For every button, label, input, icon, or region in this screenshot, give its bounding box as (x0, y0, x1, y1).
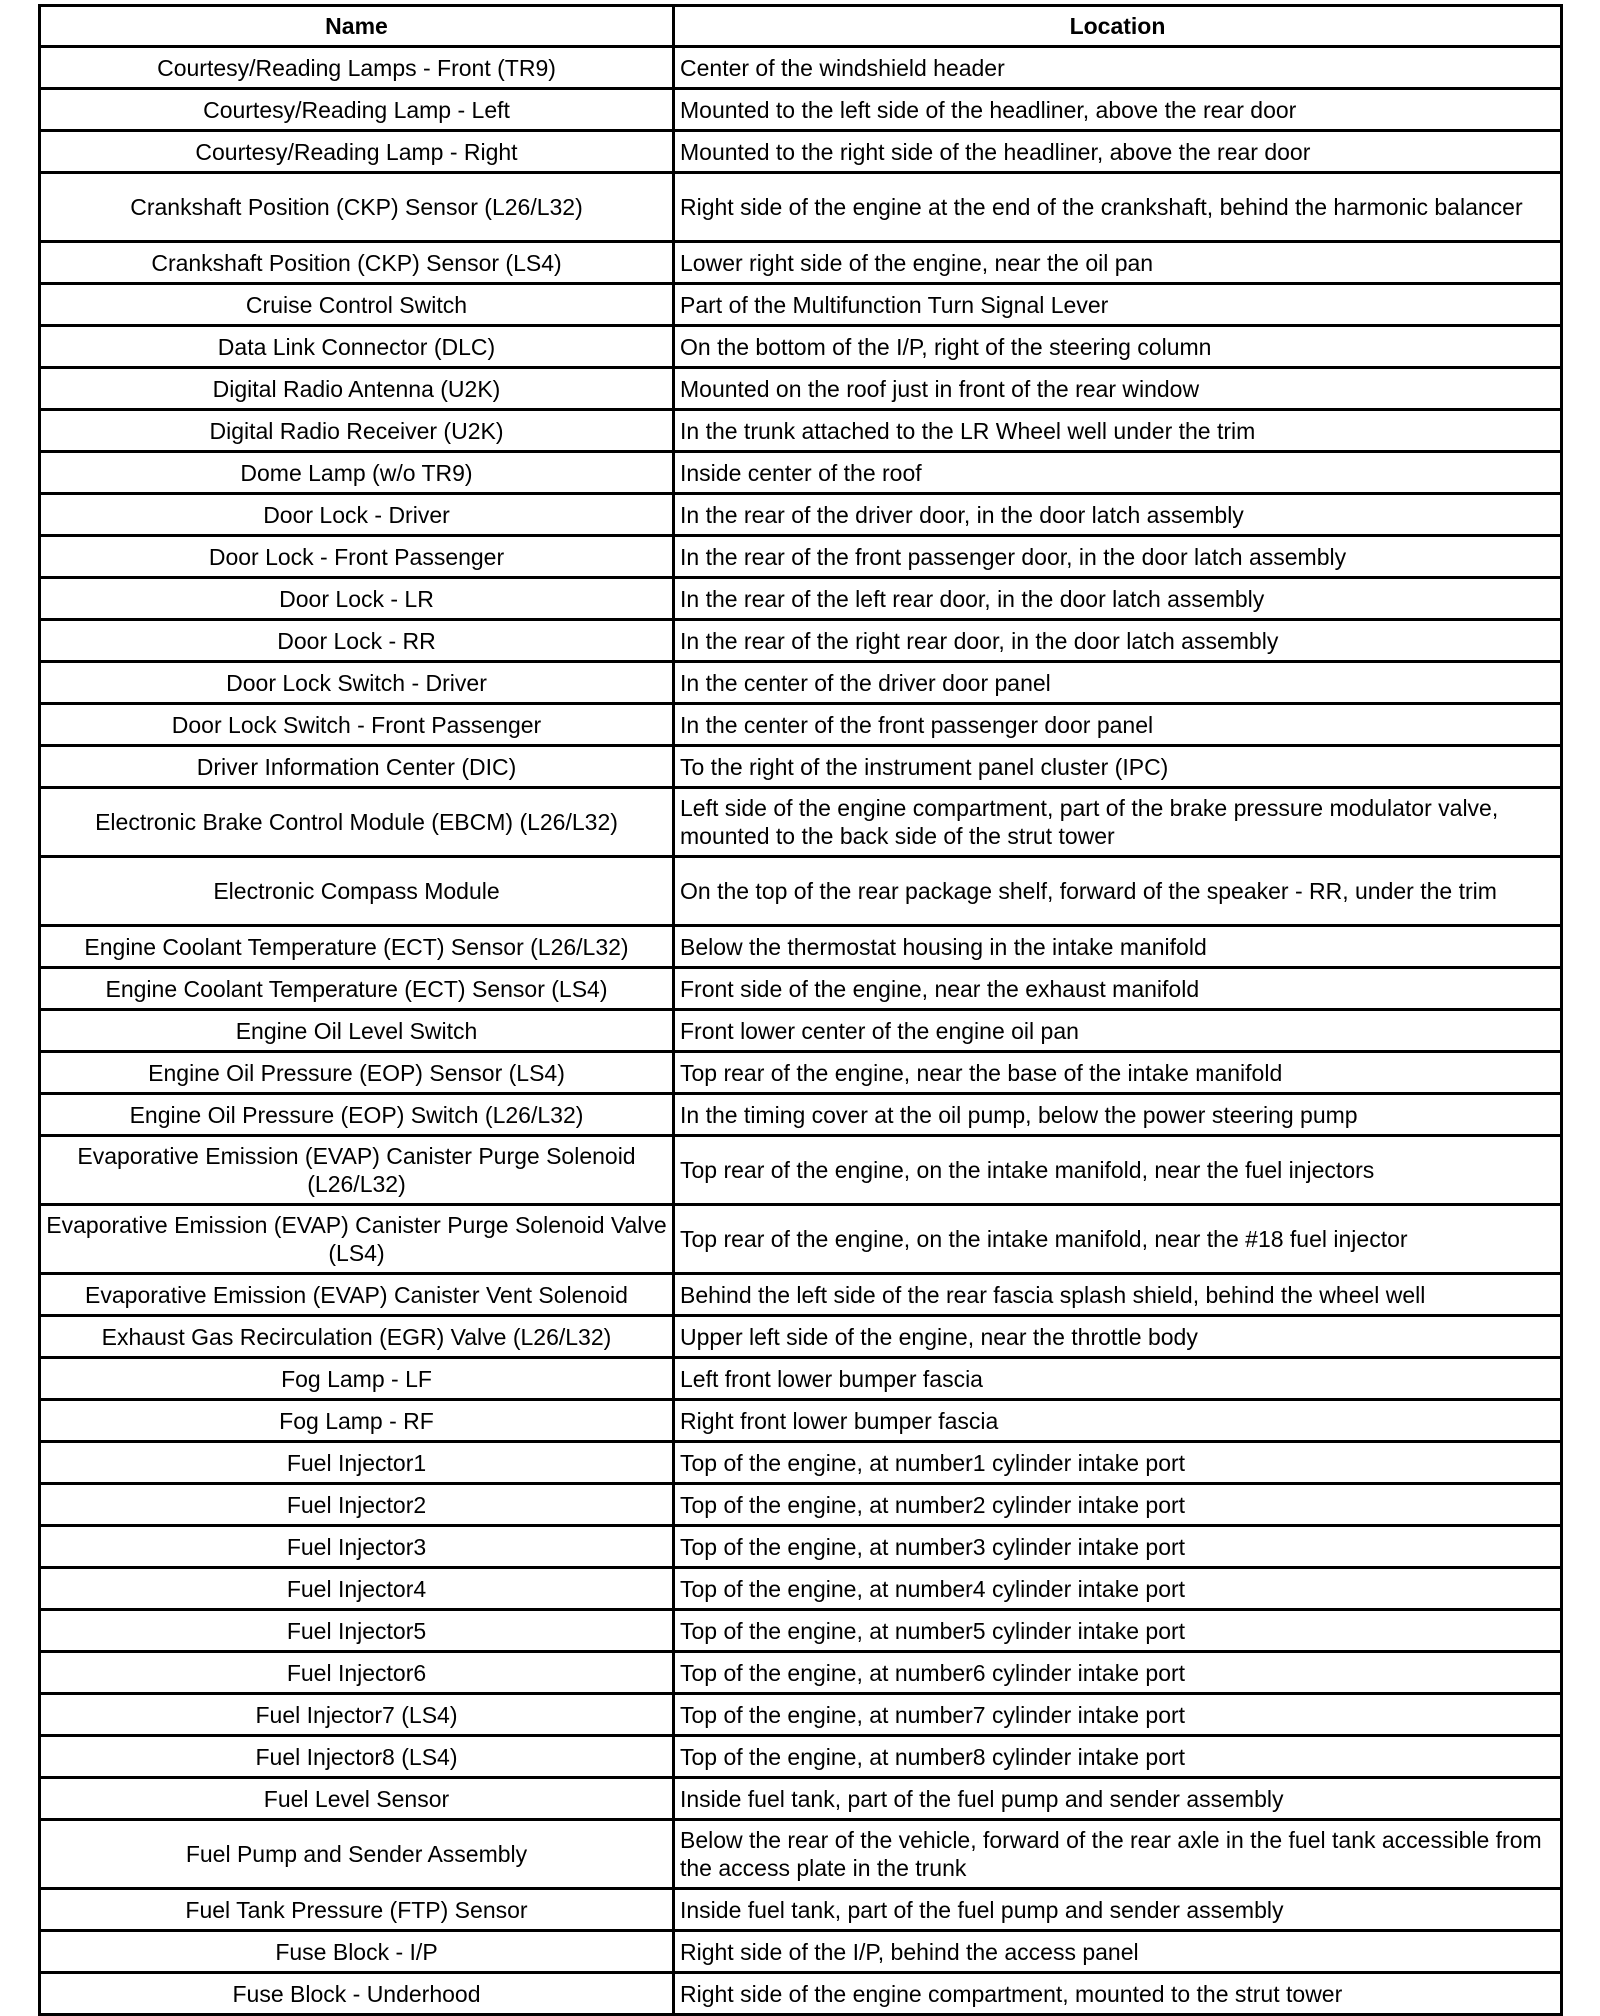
table-row (40, 1568, 1562, 1610)
component-location: Top of the engine, at number5 cylinder intake port (674, 1610, 1562, 1652)
component-name: Fuel Injector1 (40, 1442, 674, 1484)
component-name: Door Lock Switch - Driver (40, 662, 674, 704)
component-location: Inside fuel tank, part of the fuel pump and sender assembly (674, 1778, 1562, 1820)
table-row (40, 1526, 1562, 1568)
table-row (40, 1694, 1562, 1736)
component-name: Courtesy/Reading Lamps - Front (TR9) (40, 47, 674, 89)
component-name: Engine Coolant Temperature (ECT) Sensor (LS4) (40, 968, 674, 1010)
component-name: Fuel Tank Pressure (FTP) Sensor (40, 1889, 674, 1931)
table-row (40, 1820, 1562, 1889)
table-row (40, 284, 1562, 326)
component-name: Crankshaft Position (CKP) Sensor (LS4) (40, 242, 674, 284)
table-body (40, 47, 1562, 2015)
component-name: Fuel Injector8 (LS4) (40, 1736, 674, 1778)
table-row (40, 1094, 1562, 1136)
component-name: Engine Oil Level Switch (40, 1010, 674, 1052)
table-row (40, 410, 1562, 452)
component-location: Mounted on the roof just in front of the rear window (674, 368, 1562, 410)
component-location: In the center of the driver door panel (674, 662, 1562, 704)
component-name: Fuel Injector4 (40, 1568, 674, 1610)
component-name: Fuse Block - I/P (40, 1931, 674, 1973)
component-location: In the trunk attached to the LR Wheel well under the trim (674, 410, 1562, 452)
table-row (40, 452, 1562, 494)
component-location: Top of the engine, at number3 cylinder intake port (674, 1526, 1562, 1568)
table-row (40, 494, 1562, 536)
component-name: Exhaust Gas Recirculation (EGR) Valve (L26/L32) (40, 1316, 674, 1358)
component-name: Fuse Block - Underhood (40, 1973, 674, 2015)
component-location: Upper left side of the engine, near the throttle body (674, 1316, 1562, 1358)
component-name: Fuel Pump and Sender Assembly (40, 1820, 674, 1889)
table-row (40, 131, 1562, 173)
component-location: Center of the windshield header (674, 47, 1562, 89)
component-location: Top rear of the engine, on the intake manifold, near the #18 fuel injector (674, 1205, 1562, 1274)
component-location: Left front lower bumper fascia (674, 1358, 1562, 1400)
component-name: Cruise Control Switch (40, 284, 674, 326)
table-row (40, 857, 1562, 926)
table-row (40, 1484, 1562, 1526)
component-name: Fuel Injector6 (40, 1652, 674, 1694)
component-location: Right side of the I/P, behind the access panel (674, 1931, 1562, 1973)
component-name: Evaporative Emission (EVAP) Canister Vent Solenoid (40, 1274, 674, 1316)
component-name: Evaporative Emission (EVAP) Canister Purge Solenoid Valve (LS4) (40, 1205, 674, 1274)
component-name: Data Link Connector (DLC) (40, 326, 674, 368)
component-name: Electronic Brake Control Module (EBCM) (L26/L32) (40, 788, 674, 857)
component-name: Driver Information Center (DIC) (40, 746, 674, 788)
component-location: Right side of the engine at the end of the crankshaft, behind the harmonic balancer (674, 173, 1562, 242)
table-row (40, 326, 1562, 368)
table-row (40, 1316, 1562, 1358)
component-location: Behind the left side of the rear fascia splash shield, behind the wheel well (674, 1274, 1562, 1316)
component-name: Fuel Level Sensor (40, 1778, 674, 1820)
component-location: Front side of the engine, near the exhaust manifold (674, 968, 1562, 1010)
table-row (40, 242, 1562, 284)
table-row (40, 1931, 1562, 1973)
component-location: Part of the Multifunction Turn Signal Lever (674, 284, 1562, 326)
table-row (40, 1889, 1562, 1931)
component-location: In the timing cover at the oil pump, below the power steering pump (674, 1094, 1562, 1136)
table-row (40, 1205, 1562, 1274)
component-location: Left side of the engine compartment, part of the brake pressure modulator valve, mounted to the back side of the strut tower (674, 788, 1562, 857)
component-location: Top of the engine, at number7 cylinder intake port (674, 1694, 1562, 1736)
component-location: Top of the engine, at number2 cylinder intake port (674, 1484, 1562, 1526)
component-location: Front lower center of the engine oil pan (674, 1010, 1562, 1052)
table-row (40, 1136, 1562, 1205)
component-location: Top of the engine, at number8 cylinder intake port (674, 1736, 1562, 1778)
table-row (40, 662, 1562, 704)
component-name: Fog Lamp - RF (40, 1400, 674, 1442)
component-location: Below the rear of the vehicle, forward of the rear axle in the fuel tank accessible from the access plate in the trunk (674, 1820, 1562, 1889)
component-name: Evaporative Emission (EVAP) Canister Purge Solenoid (L26/L32) (40, 1136, 674, 1205)
table-row (40, 1052, 1562, 1094)
component-name: Crankshaft Position (CKP) Sensor (L26/L32) (40, 173, 674, 242)
component-location: Lower right side of the engine, near the oil pan (674, 242, 1562, 284)
component-name: Fuel Injector2 (40, 1484, 674, 1526)
component-location: Right front lower bumper fascia (674, 1400, 1562, 1442)
table-row (40, 1778, 1562, 1820)
component-location: On the top of the rear package shelf, forward of the speaker - RR, under the trim (674, 857, 1562, 926)
component-location: Inside fuel tank, part of the fuel pump and sender assembly (674, 1889, 1562, 1931)
component-location: On the bottom of the I/P, right of the steering column (674, 326, 1562, 368)
table-row (40, 1652, 1562, 1694)
table-row (40, 1736, 1562, 1778)
table-row (40, 1400, 1562, 1442)
component-location: In the center of the front passenger door panel (674, 704, 1562, 746)
component-name: Electronic Compass Module (40, 857, 674, 926)
component-name: Door Lock Switch - Front Passenger (40, 704, 674, 746)
table-row (40, 1358, 1562, 1400)
table-row (40, 578, 1562, 620)
component-location: Below the thermostat housing in the intake manifold (674, 926, 1562, 968)
component-name: Engine Oil Pressure (EOP) Switch (L26/L32) (40, 1094, 674, 1136)
component-location: Inside center of the roof (674, 452, 1562, 494)
table-row (40, 788, 1562, 857)
table-row (40, 47, 1562, 89)
table-row (40, 704, 1562, 746)
table-row (40, 926, 1562, 968)
table-header-row (40, 6, 1562, 47)
component-location: In the rear of the left rear door, in the door latch assembly (674, 578, 1562, 620)
component-location: Top rear of the engine, near the base of the intake manifold (674, 1052, 1562, 1094)
component-location: In the rear of the right rear door, in the door latch assembly (674, 620, 1562, 662)
component-name: Fuel Injector5 (40, 1610, 674, 1652)
component-location: Top of the engine, at number6 cylinder intake port (674, 1652, 1562, 1694)
table-row (40, 968, 1562, 1010)
table-row (40, 1442, 1562, 1484)
component-location: In the rear of the front passenger door, in the door latch assembly (674, 536, 1562, 578)
component-location: Mounted to the left side of the headliner, above the rear door (674, 89, 1562, 131)
component-name: Fog Lamp - LF (40, 1358, 674, 1400)
component-name: Engine Coolant Temperature (ECT) Sensor (L26/L32) (40, 926, 674, 968)
table-row (40, 536, 1562, 578)
header-name: Name (40, 6, 674, 47)
table-row (40, 746, 1562, 788)
component-location-table (38, 4, 1563, 2016)
component-location: In the rear of the driver door, in the door latch assembly (674, 494, 1562, 536)
component-name: Fuel Injector7 (LS4) (40, 1694, 674, 1736)
component-name: Courtesy/Reading Lamp - Right (40, 131, 674, 173)
component-name: Door Lock - LR (40, 578, 674, 620)
component-location: Top rear of the engine, on the intake manifold, near the fuel injectors (674, 1136, 1562, 1205)
component-location: Mounted to the right side of the headliner, above the rear door (674, 131, 1562, 173)
table-row (40, 620, 1562, 662)
table-row (40, 1973, 1562, 2015)
component-name: Door Lock - Front Passenger (40, 536, 674, 578)
component-name: Fuel Injector3 (40, 1526, 674, 1568)
table-row (40, 1610, 1562, 1652)
table-row (40, 1010, 1562, 1052)
component-name: Courtesy/Reading Lamp - Left (40, 89, 674, 131)
component-location: Top of the engine, at number1 cylinder intake port (674, 1442, 1562, 1484)
table-row (40, 173, 1562, 242)
component-name: Digital Radio Receiver (U2K) (40, 410, 674, 452)
component-name: Digital Radio Antenna (U2K) (40, 368, 674, 410)
component-location: Top of the engine, at number4 cylinder intake port (674, 1568, 1562, 1610)
component-name: Door Lock - RR (40, 620, 674, 662)
table-row (40, 89, 1562, 131)
header-location: Location (674, 6, 1562, 47)
component-location-table-container (38, 4, 1560, 2016)
table-row (40, 1274, 1562, 1316)
component-name: Engine Oil Pressure (EOP) Sensor (LS4) (40, 1052, 674, 1094)
component-location: To the right of the instrument panel cluster (IPC) (674, 746, 1562, 788)
component-location: Right side of the engine compartment, mounted to the strut tower (674, 1973, 1562, 2015)
table-row (40, 368, 1562, 410)
component-name: Door Lock - Driver (40, 494, 674, 536)
component-name: Dome Lamp (w/o TR9) (40, 452, 674, 494)
